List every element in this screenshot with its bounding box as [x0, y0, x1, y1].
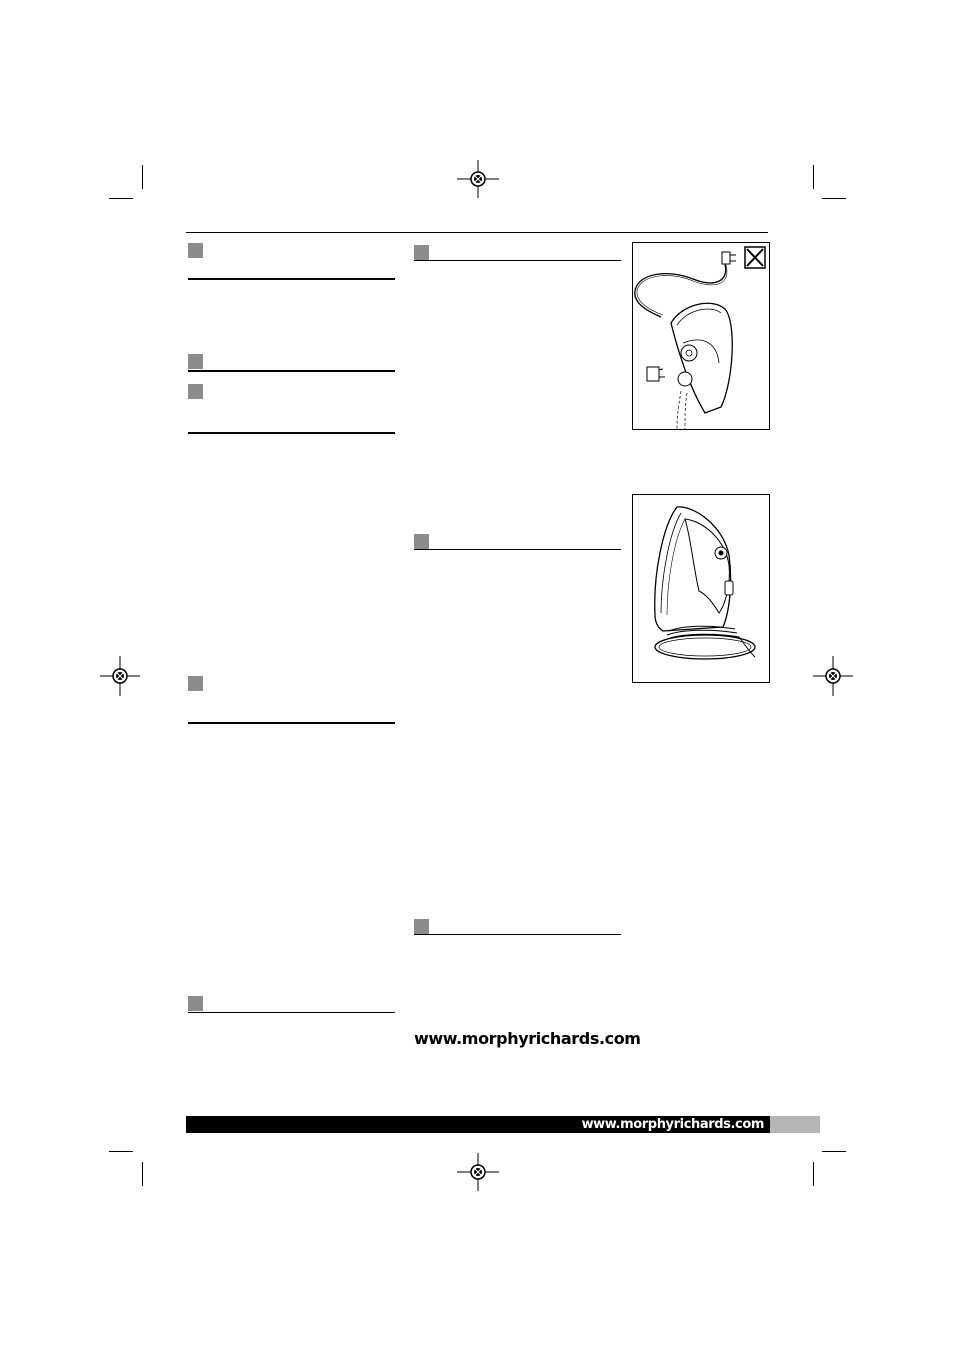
figure-iron-unplugged: [632, 242, 770, 430]
section-rule: [414, 260, 621, 261]
header-rule: [186, 232, 768, 233]
unplug-prohibited-icon: [633, 243, 769, 429]
section-marker: [188, 676, 203, 691]
section-rule: [414, 934, 621, 935]
figure-iron-cord-wrap: [632, 494, 770, 683]
section-marker: [188, 354, 203, 369]
section-rule: [188, 278, 395, 280]
section-marker: [188, 243, 203, 258]
section-rule: [188, 722, 395, 724]
page-number-tab: [770, 1116, 820, 1133]
registration-mark-right: [813, 656, 853, 696]
registration-mark-top: [457, 160, 499, 198]
registration-mark-bottom: [457, 1153, 499, 1191]
website-url[interactable]: www.morphyrichards.com: [414, 1029, 641, 1048]
registration-mark-left: [100, 656, 140, 696]
section-marker: [414, 245, 429, 260]
footer-bar: [186, 1116, 770, 1133]
footer-url[interactable]: www.morphyrichards.com: [581, 1117, 764, 1132]
section-rule: [188, 1012, 395, 1013]
section-marker: [414, 534, 429, 549]
section-rule: [188, 370, 395, 372]
section-rule: [188, 432, 395, 434]
section-marker: [414, 919, 429, 934]
iron-cord-wrap-icon: [633, 495, 769, 682]
section-marker: [188, 384, 203, 399]
section-marker: [188, 996, 203, 1011]
section-rule: [414, 549, 621, 550]
